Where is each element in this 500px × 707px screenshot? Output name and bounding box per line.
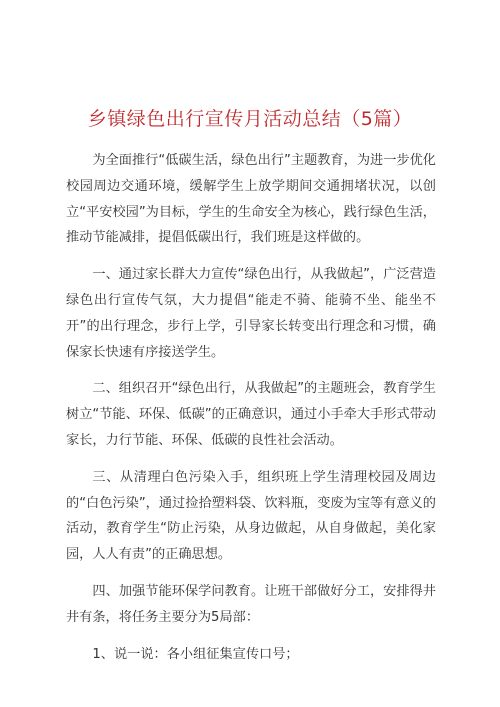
intro-paragraph: 为全面推行“低碳生活，绿色出行”主题教育，为进一步优化校园周边交通环境，缓解学生上放学期间交通拥堵状况，以创立“平安校园”为目标，学生的生命安全为核心，践行绿色生活，推动节能减排，提倡低碳出行，我们班是这样做的。 [66, 153, 436, 246]
section-2-paragraph: 二、组织召开“绿色出行，从我做起”的主题班会，教育学生树立“节能、环保、低碳”的正确意识，通过小手牵大手形式带动家长，力行节能、环保、低碳的良性社会活动。 [66, 381, 436, 448]
section-4-paragraph: 四、加强节能环保学问教育。让班干部做好分工，安排得井井有条，将任务主要分为5局部： [66, 583, 436, 625]
document-title: 乡镇绿色出行宣传月活动总结（5篇） [87, 108, 413, 130]
section-1-paragraph: 一、通过家长群大力宣传“绿色出行，从我做起”，广泛营造绿色出行宣传气氛，大力提倡“能走不骑、能骑不坐、能坐不开”的出行理念，步行上学，引导家长转变出行理念和习惯，确保家长快速有序接送学生。 [66, 267, 436, 360]
section-3-paragraph: 三、从清理白色污染入手，组织班上学生清理校园及周边的“白色污染”，通过捡拾塑料袋、饮料瓶，变废为宝等有意义的活动，教育学生“防止污染，从身边做起，从自身做起，美化家园，人人有责”的正确思想。 [66, 469, 436, 563]
document-body [66, 148, 436, 675]
list-item-1: 1、说一说：各小组征集宣传口号； [92, 646, 299, 662]
